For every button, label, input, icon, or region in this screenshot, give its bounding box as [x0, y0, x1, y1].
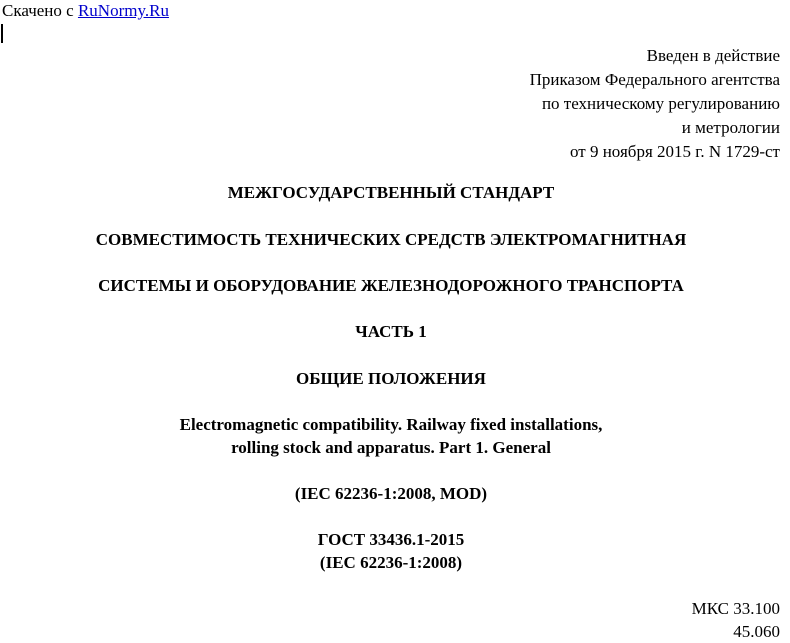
download-prefix: Скачено с — [2, 1, 78, 20]
english-title-line-1: Electromagnetic compatibility. Railway fixed installations, — [179, 415, 603, 434]
approval-line: и метрологии — [681, 118, 780, 137]
standard-type-heading: МЕЖГОСУДАРСТВЕННЫЙ СТАНДАРТ — [227, 183, 555, 202]
title-line-1: СОВМЕСТИМОСТЬ ТЕХНИЧЕСКИХ СРЕДСТВ ЭЛЕКТРОМАГНИТНАЯ — [95, 230, 687, 249]
gost-number: ГОСТ 33436.1-2015 — [317, 530, 465, 549]
approval-line: по техническому регулированию — [541, 94, 780, 113]
iec-reference: (IEC 62236-1:2008) — [319, 553, 463, 572]
part-heading: ЧАСТЬ 1 — [355, 322, 427, 341]
approval-line: Введен в действие — [646, 46, 780, 65]
english-title-line-2: rolling stock and apparatus. Part 1. General — [231, 438, 551, 457]
subtitle-heading: ОБЩИЕ ПОЛОЖЕНИЯ — [296, 369, 486, 388]
secondary-code: 45.060 — [733, 622, 780, 641]
approval-block — [530, 44, 780, 164]
text-cursor — [1, 24, 3, 43]
approval-line: Приказом Федерального агентства — [529, 70, 780, 89]
download-source-line — [2, 1, 169, 21]
iec-mod-reference: (IEC 62236-1:2008, MOD) — [294, 484, 488, 503]
classification-codes — [692, 597, 780, 643]
mks-code: МКС 33.100 — [691, 599, 780, 618]
title-line-2: СИСТЕМЫ И ОБОРУДОВАНИЕ ЖЕЛЕЗНОДОРОЖНОГО ТРАНСПОРТА — [98, 276, 684, 295]
approval-line: от 9 ноября 2015 г. N 1729-ст — [570, 142, 780, 161]
runormy-link[interactable]: RuNormy.Ru — [77, 1, 169, 20]
